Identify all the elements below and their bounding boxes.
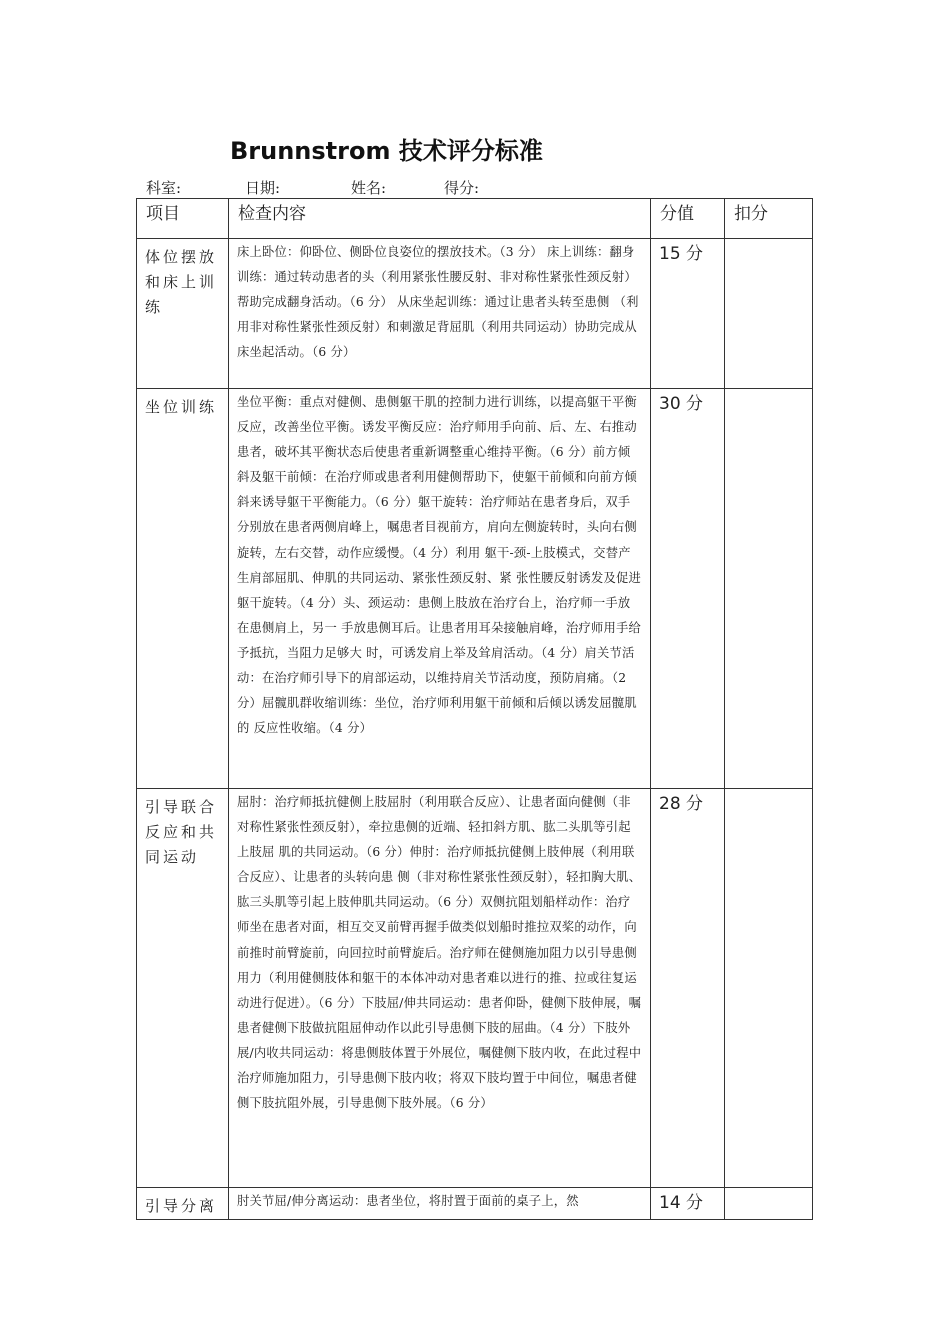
- row-deduction: [725, 239, 813, 389]
- name-label: 姓名:: [351, 179, 387, 197]
- date-label: 日期:: [245, 179, 281, 197]
- scoring-table: [136, 198, 813, 1220]
- row-content: 坐位平衡：重点对健侧、患侧躯干肌的控制力进行训练，以提高躯干平衡反应，改善坐位平衡。诱发平衡反应：治疗师用手向前、后、左、右推动患者，破坏其平衡状态后使患者重新调整重心维持平衡。（6 分）前方倾斜及躯干前倾：在治疗师或患者利用健侧帮助下，使躯干前倾和向前方倾斜来诱导躯干平衡能力。（6 分）躯干旋转：治疗师站在患者身后，双手分别放在患者两侧肩峰上，嘱患者目视前方，肩向左侧旋转时，头向右侧旋转，左右交替，动作应缓慢。（4 分）利用 躯干-颈-上肢模式，交替产生肩部屈肌、伸肌的共同运动、紧张性颈反射、紧 张性腰反射诱发及促进躯干旋转。（4 分）头、颈运动：患侧上肢放在治疗台上，治疗师一手放在患侧肩上，另一 手放患侧耳后。让患者用耳朵接触肩峰，治疗师用手给予抵抗，当阻力足够大 时，可诱发肩上举及耸肩活动。（4 分）肩关节活动：在治疗师引导下的肩部运动，以维持肩关节活动度，预防肩痛。（2 分）屈髋肌群收缩训练：坐位，治疗师利用躯干前倾和后倾以诱发屈髋肌的 反应性收缩。（4 分）: [229, 389, 651, 789]
- table-row: [137, 789, 813, 1188]
- department-label: 科室:: [146, 179, 182, 197]
- row-points: 14 分: [651, 1188, 725, 1220]
- header-points: 分值: [651, 199, 725, 239]
- table-row: [137, 389, 813, 789]
- row-content: 床上卧位：仰卧位、侧卧位良姿位的摆放技术。（3 分） 床上训练：翻身训练：通过转动患者的头（利用紧张性腰反射、非对称性紧张性颈反射）帮助完成翻身活动。（6 分） 从床坐起训练：通过让患者头转至患侧 （利用非对称性紧张性颈反射）和刺激足背屈肌（利用共同运动）协助完成从 床坐起活动。（6 分）: [229, 239, 651, 389]
- row-item: 体位摆放和床上训练: [137, 239, 229, 389]
- page-title: Brunnstrom 技术评分标准: [230, 137, 543, 165]
- row-item: 引导分离: [137, 1188, 229, 1220]
- table-header-row: [137, 199, 813, 239]
- row-item: 坐位训练: [137, 389, 229, 789]
- row-deduction: [725, 1188, 813, 1220]
- row-points: 28 分: [651, 789, 725, 1188]
- row-content: 肘关节屈/伸分离运动：患者坐位，将肘置于面前的桌子上，然: [229, 1188, 651, 1220]
- row-deduction: [725, 789, 813, 1188]
- table-row: [137, 239, 813, 389]
- row-deduction: [725, 389, 813, 789]
- score-label: 得分:: [444, 179, 480, 197]
- row-points: 15 分: [651, 239, 725, 389]
- header-deduction: 扣分: [725, 199, 813, 239]
- row-content: 屈肘：治疗师抵抗健侧上肢屈肘（利用联合反应）、让患者面向健侧（非对称性紧张性颈反射），牵拉患侧的近端、轻扣斜方肌、肱二头肌等引起上肢屈 肌的共同运动。（6 分）伸肘：治疗师抵抗健侧上肢伸展（利用联合反应）、让患者的头转向患 侧（非对称性紧张性颈反射），轻扣胸大肌、肱三头肌等引起上肢伸肌共同运动。（6 分）双侧抗阻划船样动作：治疗师坐在患者对面，相互交叉前臂再握手做类似划船时推拉双桨的动作，向前推时前臂旋前，向回拉时前臂旋后。治疗师在健侧施加阻力以引导患侧用力（利用健侧肢体和躯干的本体冲动对患者难以进行的推、拉或往复运动进行促进）。（6 分）下肢屈/伸共同运动：患者仰卧，健侧下肢伸展，嘱患者健侧下肢做抗阻屈伸动作以此引导患侧下肢的屈曲。（4 分）下肢外展/内收共同运动：将患侧肢体置于外展位，嘱健侧下肢内收，在此过程中治疗师施加阻力，引导患侧下肢内收；将双下肢均置于中间位，嘱患者健侧下肢抗阻外展，引导患侧下肢外展。（6 分）: [229, 789, 651, 1188]
- row-item: 引导联合反应和共同运动: [137, 789, 229, 1188]
- table-row: [137, 1188, 813, 1220]
- row-points: 30 分: [651, 389, 725, 789]
- header-content: 检查内容: [229, 199, 651, 239]
- header-item: 项目: [137, 199, 229, 239]
